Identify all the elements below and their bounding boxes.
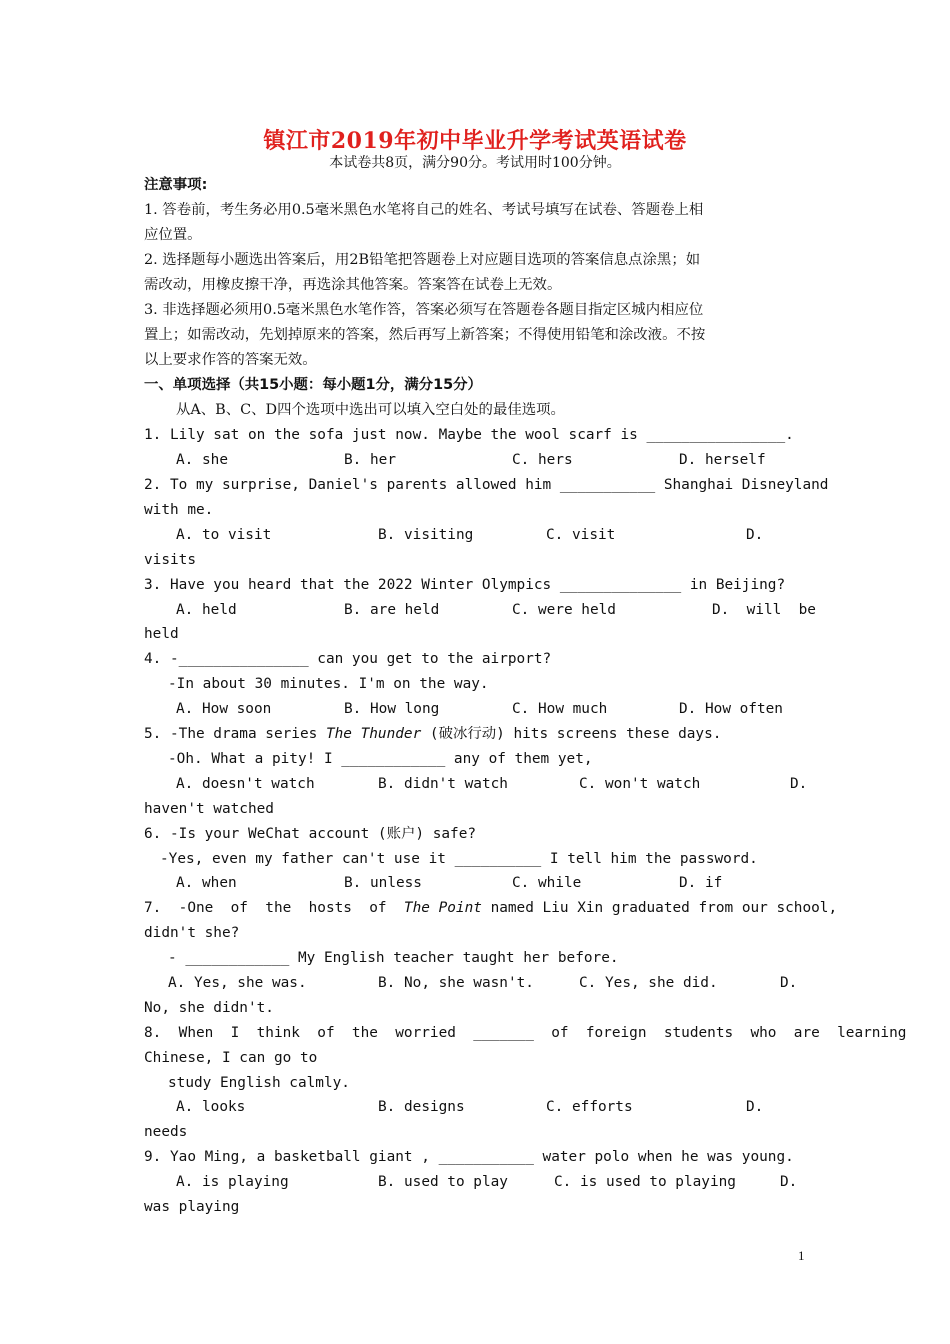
option-c: C. efforts	[546, 1099, 633, 1115]
option-a: A. she	[176, 452, 228, 468]
page-subtitle: 本试卷共8页，满分90分。考试用时100分钟。	[329, 155, 621, 171]
option-c: C. were held	[512, 602, 616, 618]
option-d-cont: haven't watched	[144, 801, 274, 817]
option-a: A. looks	[176, 1099, 246, 1115]
page-title: 镇江市2019年初中毕业升学考试英语试卷	[263, 128, 687, 154]
page-number: 1	[798, 1248, 805, 1263]
option-d: D.	[746, 527, 764, 543]
option-c: C. visit	[546, 527, 616, 543]
option-a: A. is playing	[176, 1174, 289, 1190]
question-1: 1. Lily sat on the sofa just now. Maybe the wool scarf is ________________.	[144, 427, 794, 443]
notice-line: 3. 非选择题必须用0.5毫米黑色水笔作答，答案必须写在答题卷各题目指定区城内相应位	[144, 302, 704, 318]
question-7-cont: didn't she?	[144, 925, 240, 941]
option-a: A. to visit	[176, 527, 272, 543]
option-d: D.	[746, 1099, 764, 1115]
question-2-cont: with me.	[144, 502, 214, 518]
option-b: B. didn't watch	[378, 776, 508, 792]
option-d-cont: No, she didn't.	[144, 1000, 274, 1016]
option-b: B. are held	[344, 602, 440, 618]
option-d: D. will be	[712, 602, 816, 618]
option-d: D. herself	[679, 452, 766, 468]
question-7	[144, 896, 837, 920]
option-c: C. won't watch	[579, 776, 701, 792]
notice-line: 需改动，用橡皮擦干净，再选涂其他答案。答案答在试卷上无效。	[144, 277, 562, 293]
question-6: 6. -Is your WeChat account (账户) safe?	[144, 826, 477, 842]
notice-line: 应位置。	[144, 227, 202, 243]
notice-line: 2. 选择题每小题选出答案后，用2B铅笔把答题卷上对应题目选项的答案信息点涂黑；如	[144, 252, 701, 268]
option-a: A. doesn't watch	[176, 776, 315, 792]
question-6-answer: -Yes, even my father can't use it __________ I tell him the password.	[160, 851, 758, 867]
question-8: 8. When I think of the worried _______ of foreign students who are learning	[144, 1025, 907, 1041]
option-d: D.	[780, 975, 798, 991]
option-b: B. used to play	[378, 1174, 508, 1190]
option-d-cont: held	[144, 626, 179, 642]
option-a: A. held	[176, 602, 237, 618]
question-9: 9. Yao Ming, a basketball giant , ___________ water polo when he was young.	[144, 1149, 794, 1165]
notice-heading: 注意事项:	[144, 177, 208, 193]
question-7-post: named Liu Xin graduated from our school,	[481, 900, 838, 916]
option-c: C. while	[512, 875, 582, 891]
option-b: B. unless	[344, 875, 422, 891]
question-3: 3. Have you heard that the 2022 Winter Olympics ______________ in Beijing?	[144, 577, 786, 593]
question-4: 4. -_______________ can you get to the airport?	[144, 651, 552, 667]
option-b: B. No, she wasn't.	[378, 975, 534, 991]
question-8-cont: Chinese, I can go to	[144, 1050, 318, 1066]
option-a: A. when	[176, 875, 237, 891]
question-5-answer: -Oh. What a pity! I ____________ any of them yet,	[168, 751, 593, 767]
option-c: C. How much	[512, 701, 608, 717]
option-d: D.	[780, 1174, 798, 1190]
option-a: A. Yes, she was.	[168, 975, 307, 991]
option-c: C. Yes, she did.	[579, 975, 718, 991]
question-5	[144, 722, 721, 746]
section-heading: 一、单项选择（共15小题：每小题1分，满分15分）	[144, 377, 482, 393]
question-7-title: The Point	[403, 900, 482, 916]
notice-line: 以上要求作答的答案无效。	[144, 352, 317, 368]
option-c: C. hers	[512, 452, 573, 468]
question-7-pre: 7. -One of the hosts of	[144, 900, 404, 916]
question-7-answer: - ____________ My English teacher taught her before.	[168, 950, 619, 966]
option-d: D.	[790, 776, 808, 792]
option-b: B. designs	[378, 1099, 465, 1115]
question-8-cont2: study English calmly.	[168, 1075, 350, 1091]
notice-line: 1. 答卷前，考生务必用0.5毫米黑色水笔将自己的姓名、考试号填写在试卷、答题卷上相	[144, 202, 704, 218]
option-d: D. How often	[679, 701, 783, 717]
option-d-cont: visits	[144, 552, 196, 568]
notice-line: 置上；如需改动，先划掉原来的答案，然后再写上新答案；不得使用铅笔和涂改液。不按	[144, 327, 706, 343]
question-2: 2. To my surprise, Daniel's parents allowed him ___________ Shanghai Disneyland	[144, 477, 829, 493]
option-a: A. How soon	[176, 701, 272, 717]
option-d-cont: was playing	[144, 1199, 240, 1215]
option-b: B. visiting	[378, 527, 474, 543]
option-d: D. if	[679, 875, 723, 891]
option-b: B. her	[344, 452, 396, 468]
question-5-post: (破冰行动) hits screens these days.	[421, 726, 722, 742]
option-c: C. is used to playing	[554, 1174, 736, 1190]
option-d-cont: needs	[144, 1124, 188, 1140]
question-4-answer: -In about 30 minutes. I'm on the way.	[168, 676, 489, 692]
question-5-title: The Thunder	[325, 726, 422, 742]
section-instruction: 从A、B、C、D四个选项中选出可以填入空白处的最佳选项。	[176, 402, 565, 418]
question-5-pre: 5. -The drama series	[144, 726, 326, 742]
option-b: B. How long	[344, 701, 440, 717]
